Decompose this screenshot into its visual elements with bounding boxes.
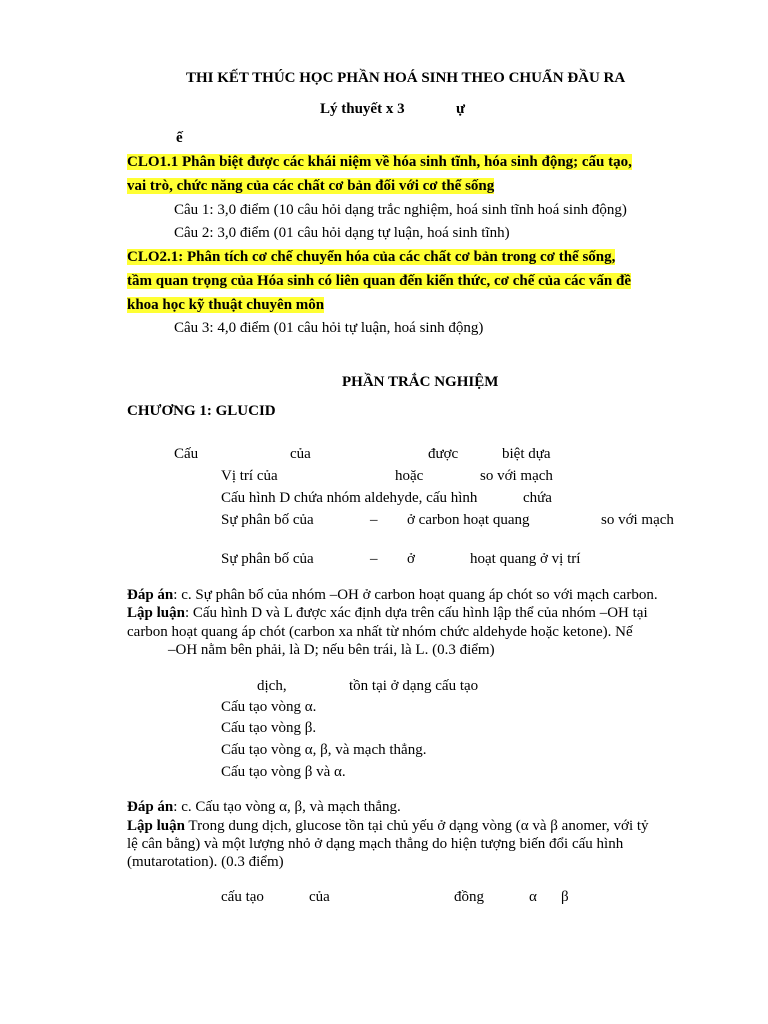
page-subtitle: Lý thuyết x 3 <box>320 101 405 117</box>
chapter-title: CHƯƠNG 1: GLUCID <box>127 403 276 419</box>
q1-option-d: hoạt quang ở vị trí <box>470 551 581 567</box>
q2-option-c: Cấu tạo vòng α, β, và mạch thẳng. <box>221 742 427 758</box>
q1-option-c: Sự phân bố của <box>221 512 314 528</box>
q1-option-d: – <box>370 551 378 567</box>
q1-option-c: ở carbon hoạt quang <box>407 512 530 528</box>
q3-stem-frag: α <box>529 889 537 905</box>
q3-stem-frag: đồng <box>454 889 484 905</box>
q2-stem-frag: tồn tại ở dạng cấu tạo <box>349 678 479 694</box>
q1-answer: Đáp án: c. Sự phân bố của nhóm –OH ở carbon hoạt quang áp chót so với mạch carbon. <box>127 587 658 603</box>
clo-1-question-1: Câu 1: 3,0 điểm (10 câu hỏi dạng trắc nghiệm, hoá sinh tĩnh hoá sinh động) <box>174 202 627 218</box>
q1-option-d: ở <box>407 551 415 567</box>
q1-option-a: so với mạch <box>480 468 553 484</box>
q1-reasoning-line-3: –OH nằm bên phải, là D; nếu bên trái, là L. (0.3 điểm) <box>168 642 495 658</box>
q1-option-a: Vị trí của <box>221 468 278 484</box>
q2-reasoning-line-2: lệ cân bằng) và một lượng nhỏ ở dạng mạch thẳng do hiện tượng biến đổi cấu hình <box>127 836 624 852</box>
clo-2-line-2: tầm quan trọng của Hóa sinh có liên quan đến kiến thức, cơ chế của các vấn đề <box>127 273 632 289</box>
clo-2-question-1: Câu 3: 4,0 điểm (01 câu hỏi tự luận, hoá sinh động) <box>174 320 484 336</box>
q1-stem-frag: được <box>428 446 459 462</box>
clo-2-line-1: CLO2.1: Phân tích cơ chế chuyển hóa của các chất cơ bản trong cơ thể sống, <box>127 249 616 265</box>
q1-option-c: – <box>370 512 378 528</box>
clo-1-line-1: CLO1.1 Phân biệt được các khái niệm về hóa sinh tĩnh, hóa sinh động; cấu tạo, <box>127 154 632 170</box>
q2-stem-frag: dịch, <box>257 678 287 694</box>
q1-stem-frag: của <box>290 446 311 462</box>
q3-stem-frag: cấu tạo <box>221 889 264 905</box>
q3-stem-frag: β <box>561 889 569 905</box>
stray-fragment: ế <box>176 130 183 146</box>
clo-1-line-2: vai trò, chức năng của các chất cơ bản đối với cơ thể sống <box>127 178 495 194</box>
q1-option-a: hoặc <box>395 468 424 484</box>
q2-option-d: Cấu tạo vòng β và α. <box>221 764 346 780</box>
q1-stem-frag: Cấu <box>174 446 199 462</box>
q2-option-a: Cấu tạo vòng α. <box>221 699 317 715</box>
q1-option-c: so với mạch <box>601 512 674 528</box>
q2-option-b: Cấu tạo vòng β. <box>221 720 317 736</box>
q2-reasoning-line-3: (mutarotation). (0.3 điểm) <box>127 854 284 870</box>
q1-reasoning-line-2: carbon hoạt quang áp chót (carbon xa nhất từ nhóm chức aldehyde hoặc ketone). Nế <box>127 624 633 640</box>
q2-answer: Đáp án: c. Cấu tạo vòng α, β, và mạch thẳng. <box>127 799 401 815</box>
q1-stem-frag: biệt dựa <box>502 446 551 462</box>
q3-stem-frag: của <box>309 889 330 905</box>
clo-1-question-2: Câu 2: 3,0 điểm (01 câu hỏi dạng tự luận, hoá sinh tĩnh) <box>174 225 510 241</box>
subtitle-fragment: ự <box>456 101 466 117</box>
section-title: PHẦN TRẮC NGHIỆM <box>342 374 499 390</box>
q2-reasoning-line-1: Lập luận Trong dung dịch, glucose tồn tại chủ yếu ở dạng vòng (α và β anomer, với tỷ <box>127 818 649 834</box>
clo-2-line-3: khoa học kỹ thuật chuyên môn <box>127 297 325 313</box>
q1-option-b: Cấu hình D chứa nhóm aldehyde, cấu hình <box>221 490 478 506</box>
page-title: THI KẾT THÚC HỌC PHẦN HOÁ SINH THEO CHUẨN ĐẦU RA <box>186 70 626 86</box>
q1-reasoning-line-1: Lập luận: Cấu hình D và L được xác định dựa trên cấu hình lập thể của nhóm –OH tại <box>127 605 648 621</box>
q1-option-d: Sự phân bố của <box>221 551 314 567</box>
q1-option-b: chứa <box>523 490 552 506</box>
